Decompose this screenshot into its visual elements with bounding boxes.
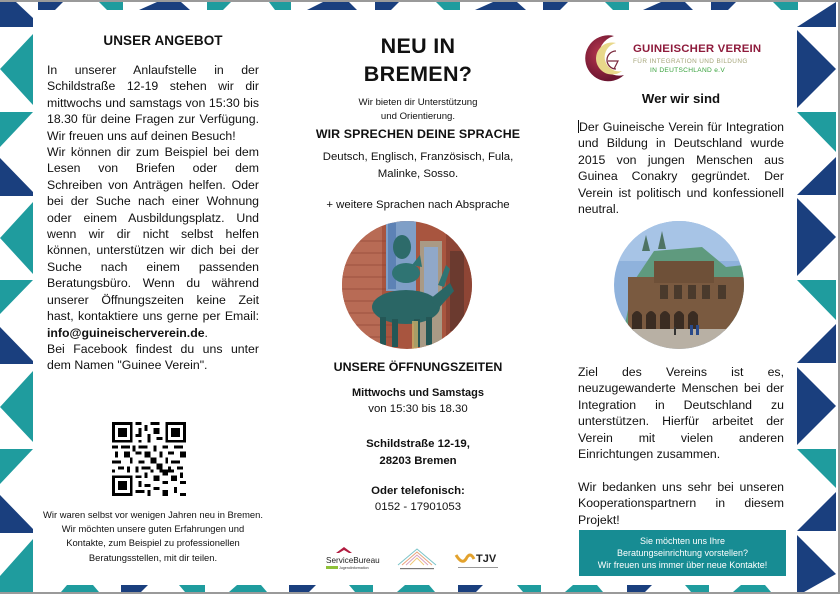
- offer-help-text-end: .: [204, 325, 208, 340]
- newcomer-note: [43, 508, 263, 565]
- panel-neu-in-bremen: [298, 2, 538, 594]
- svg-text:Jugendinformation: Jugendinformation: [339, 566, 369, 570]
- cta-line-2: Beratungseinrichtung vorstellen?: [616, 548, 749, 558]
- newcomer-note-line-2: Wir möchten unsere guten Erfahrungen und Kontakte, zum Beispiel zu professionellen Beratungsstellen, mit dir teilen.: [61, 523, 245, 563]
- address-city: 28203 Bremen: [379, 454, 457, 467]
- svg-text:ServiceBureau: ServiceBureau: [326, 556, 380, 565]
- panel-wer-wir-sind: [578, 2, 784, 594]
- main-title-line-1: NEU IN: [380, 34, 456, 58]
- address-street: Schildstraße 12-19,: [366, 438, 470, 450]
- languages-line-2: Malinke, Sosso.: [377, 167, 459, 180]
- opening-time: von 15:30 bis 18.30: [368, 403, 468, 415]
- left-triangle-border-decoration: [0, 2, 33, 594]
- logo-tagline: FÜR INTEGRATION UND BILDUNG: [633, 58, 748, 65]
- guineischer-verein-logo: [578, 31, 788, 87]
- main-title-line-2: BREMEN?: [363, 62, 473, 86]
- email-link[interactable]: info@guineischerverein.de: [47, 325, 205, 340]
- about-paragraph[interactable]: [578, 119, 784, 217]
- offer-description: [47, 62, 259, 374]
- logo-country: IN DEUTSCHLAND e.V: [650, 67, 726, 74]
- phone-number[interactable]: 0152 - 17901053: [374, 501, 462, 513]
- subtitle: [298, 96, 538, 124]
- offer-paragraph-help: [47, 144, 259, 341]
- subtitle-line-1: Wir bieten dir Unterstützung: [358, 97, 478, 108]
- offer-help-text: Wir können dir zum Beispiel bei dem Lesen von Briefen oder dem Schreiben von Anträgen helfen. Oder bei der Suche nach einer Wohnung oder einem Ausbildungsplatz. Und wenn wir dir nicht selbst helfen können, unterstützen wir dich bei der Suche nach einem passenden Beratungsbüro. Wenn du während unserer Öffnungszeiten keine Zeit hast, kontaktiere uns gerne per Email:: [47, 145, 259, 324]
- goal-paragraph: Ziel des Vereins ist es, neuzugewanderte Menschen bei der Integration in Deutschland zu unterstützen. Hierfür arbeitet der Verein mit vielen anderen Einrichtungen zusammen.: [578, 365, 784, 462]
- about-text: Der Guineische Verein für Integration und Bildung in Deutschland wurde 2015 von jungen Menschen aus Guinea Conakry gegründet. Der Verein ist politisch und konfessionell neutral.: [578, 120, 784, 217]
- opening-days: Mittwochs und Samstags: [351, 387, 485, 399]
- right-triangle-border-decoration: [797, 2, 836, 594]
- servicebureau-logo: [326, 545, 380, 573]
- opening-hours-heading: UNSERE ÖFFNUNGSZEITEN: [333, 360, 503, 374]
- heading-wer-wir-sind: Wer wir sind: [641, 91, 721, 106]
- svg-text:TJV: TJV: [476, 553, 497, 565]
- logo-name: GUINEISCHER VEREIN: [633, 43, 762, 55]
- tjv-logo: [454, 545, 504, 573]
- haus-of-resources-logo: [394, 545, 440, 573]
- panel-unser-angebot: [43, 2, 263, 594]
- languages-heading: WIR SPRECHEN DEINE SPRACHE: [315, 127, 521, 141]
- phone-label: Oder telefonisch:: [371, 485, 465, 497]
- crescent-logo-icon: [578, 31, 634, 87]
- main-title: [298, 32, 538, 88]
- subtitle-line-2: und Orientierung.: [380, 111, 456, 122]
- contact-invitation-box: [579, 530, 786, 576]
- newcomer-note-line-1: Wir waren selbst vor wenigen Jahren neu in Bremen.: [43, 509, 263, 520]
- qr-code-icon[interactable]: [112, 422, 186, 496]
- cta-line-1: Sie möchten uns Ihre: [639, 536, 726, 546]
- offer-paragraph-location: In unserer Anlaufstelle in der Schildstraße 12-19 stehen wir dir mittwochs und samstags von 15:30 bis 18.30 für deine Fragen zur Verfügung. Wir freuen uns auf deinen Besuch!: [47, 63, 259, 143]
- photo-bremer-rathaus: [614, 221, 744, 349]
- thanks-paragraph: Wir bedanken uns sehr bei unseren Kooperationspartnern in diesem Projekt!: [578, 480, 784, 527]
- address: [298, 436, 538, 469]
- languages-line-1: Deutsch, Englisch, Französisch, Fula,: [322, 151, 514, 163]
- languages-list: [298, 149, 538, 182]
- more-languages-note: + weitere Sprachen nach Absprache: [326, 199, 510, 211]
- cta-line-3: Wir freuen uns immer über neue Kontakte!: [597, 560, 768, 570]
- partner-logos: [326, 545, 516, 573]
- heading-unser-angebot: UNSER ANGEBOT: [103, 33, 223, 48]
- photo-bremer-stadtmusikanten: [342, 221, 472, 349]
- offer-paragraph-facebook: Bei Facebook findest du uns unter dem Namen "Guinee Verein".: [47, 341, 259, 373]
